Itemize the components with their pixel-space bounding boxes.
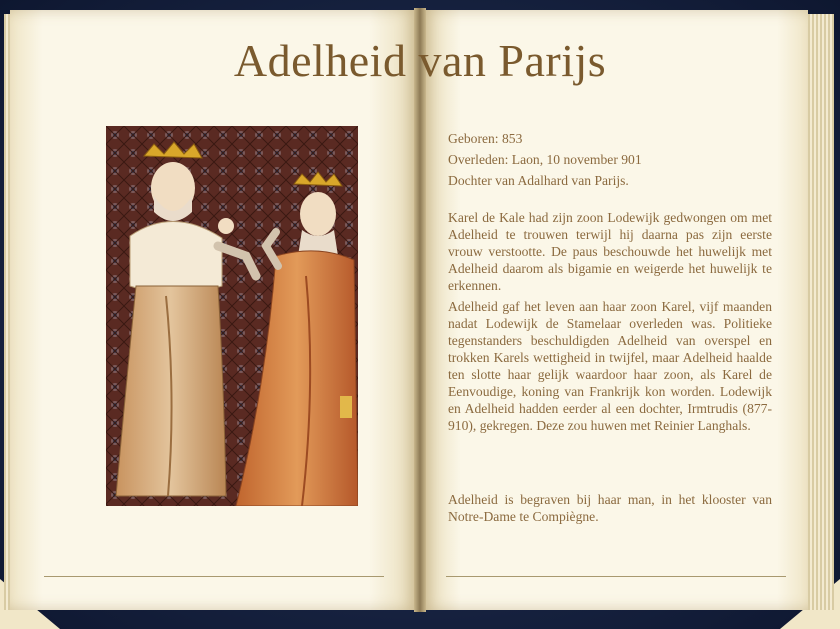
death-fact: Overleden: Laon, 10 november 901	[448, 152, 642, 167]
left-page-divider	[44, 576, 384, 577]
parent-fact: Dochter van Adalhard van Parijs.	[448, 173, 629, 188]
facts-block	[448, 128, 772, 191]
paragraph-children: Adelheid gaf het leven aan haar zoon Karel, vijf maanden nadat Lodewijk de Stamelaar overleden was. Politieke tegenstanders beschuldigden Adelheid van overspel en trokken Karels wettigheid in twijfel, maar Adelheid haalde ten slotte haar gelijk waardoor haar zoon, als Karel de Eenvoudige, koning van Frankrijk kon worden. Lodewijk en Adelheid hadden eerder al een dochter, Irmtrudis (877-910), gekregen. Deze zou huwen met Reinier Langhals.	[448, 299, 772, 433]
paragraph-marriage: Karel de Kale had zijn zoon Lodewijk gedwongen om met Adelheid te trouwen terwijl hij daarna pas zijn eerste vrouw verstootte. De paus beschouwde het huwelijk met Adelheid daarom als bigamie en weigerde het huwelijk te erkennen.	[448, 210, 772, 293]
king-queen-image	[106, 126, 358, 506]
manuscript-illustration	[106, 126, 358, 506]
paragraph-burial: Adelheid is begraven bij haar man, in het klooster van Notre-Dame te Compiègne.	[448, 492, 772, 524]
book-spine	[414, 8, 426, 612]
right-page-divider	[446, 576, 786, 577]
right-page-edges	[808, 14, 834, 610]
page-title: Adelheid van Parijs	[233, 35, 607, 86]
birth-fact: Geboren: 853	[448, 131, 523, 146]
